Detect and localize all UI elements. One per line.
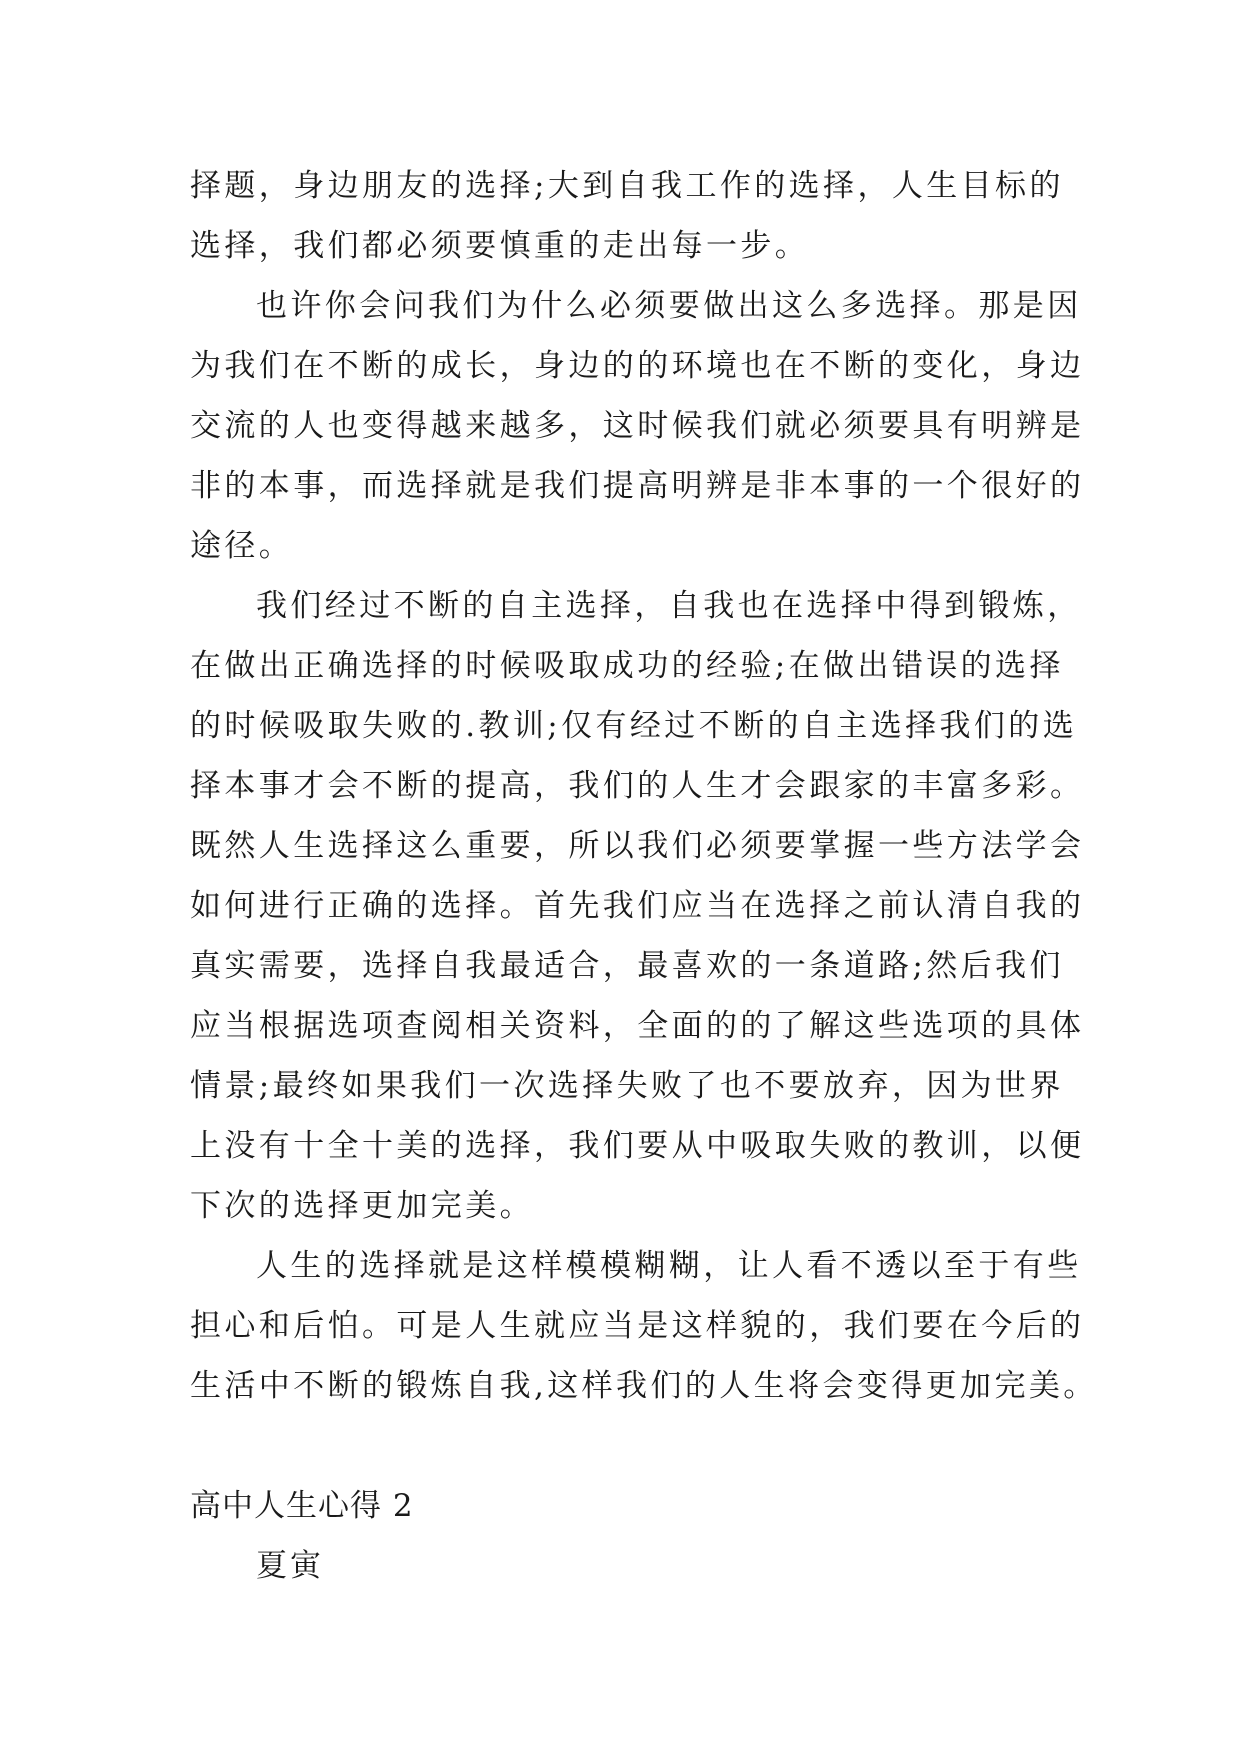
text-line: 也许你会问我们为什么必须要做出这么多选择。那是因 xyxy=(256,288,1082,324)
section-spacer xyxy=(190,1416,1050,1476)
section-title: 高中人生心得 2 xyxy=(190,1488,414,1524)
paragraph-2 xyxy=(190,276,1085,576)
text-line: 非的本事，而选择就是我们提高明辨是非本事的一个很好的 xyxy=(190,468,1085,504)
text-line: 在做出正确选择的时候吸取成功的经验;在做出错误的选择 xyxy=(190,648,1064,684)
text-line: 下次的选择更加完美。 xyxy=(190,1188,534,1224)
text-line: 途径。 xyxy=(190,528,294,564)
text-line: 择题，身边朋友的选择;大到自我工作的选择，人生目标的 xyxy=(190,168,1064,204)
document-body xyxy=(190,156,1098,1596)
text-line: 担心和后怕。可是人生就应当是这样貌的，我们要在今后的 xyxy=(190,1308,1085,1344)
text-line: 交流的人也变得越来越多，这时候我们就必须要具有明辨是 xyxy=(190,408,1085,444)
text-line: 择本事才会不断的提高，我们的人生才会跟家的丰富多彩。 xyxy=(190,768,1085,804)
text-line: 的时候吸取失败的.教训;仅有经过不断的自主选择我们的选 xyxy=(190,708,1078,744)
text-line: 生活中不断的锻炼自我,这样我们的人生将会变得更加完美。 xyxy=(190,1368,1098,1404)
paragraph-4 xyxy=(190,1236,1098,1416)
text-line: 人生的选择就是这样模模糊糊，让人看不透以至于有些 xyxy=(256,1248,1082,1284)
paragraph-3 xyxy=(190,576,1085,1236)
text-line: 选择，我们都必须要慎重的走出每一步。 xyxy=(190,228,810,264)
text-line: 为我们在不断的成长，身边的的环境也在不断的变化，身边 xyxy=(190,348,1085,384)
text-line: 我们经过不断的自主选择，自我也在选择中得到锻炼， xyxy=(256,588,1082,624)
text-line: 上没有十全十美的选择，我们要从中吸取失败的教训，以便 xyxy=(190,1128,1085,1164)
author-name: 夏寅 xyxy=(256,1548,324,1584)
text-line: 情景;最终如果我们一次选择失败了也不要放弃，因为世界 xyxy=(190,1068,1064,1104)
text-line: 既然人生选择这么重要，所以我们必须要掌握一些方法学会 xyxy=(190,828,1085,864)
text-line: 如何进行正确的选择。首先我们应当在选择之前认清自我的 xyxy=(190,888,1085,924)
paragraph-1 xyxy=(190,156,1064,276)
text-line: 应当根据选项查阅相关资料，全面的的了解这些选项的具体 xyxy=(190,1008,1085,1044)
text-line: 真实需要，选择自我最适合，最喜欢的一条道路;然后我们 xyxy=(190,948,1064,984)
